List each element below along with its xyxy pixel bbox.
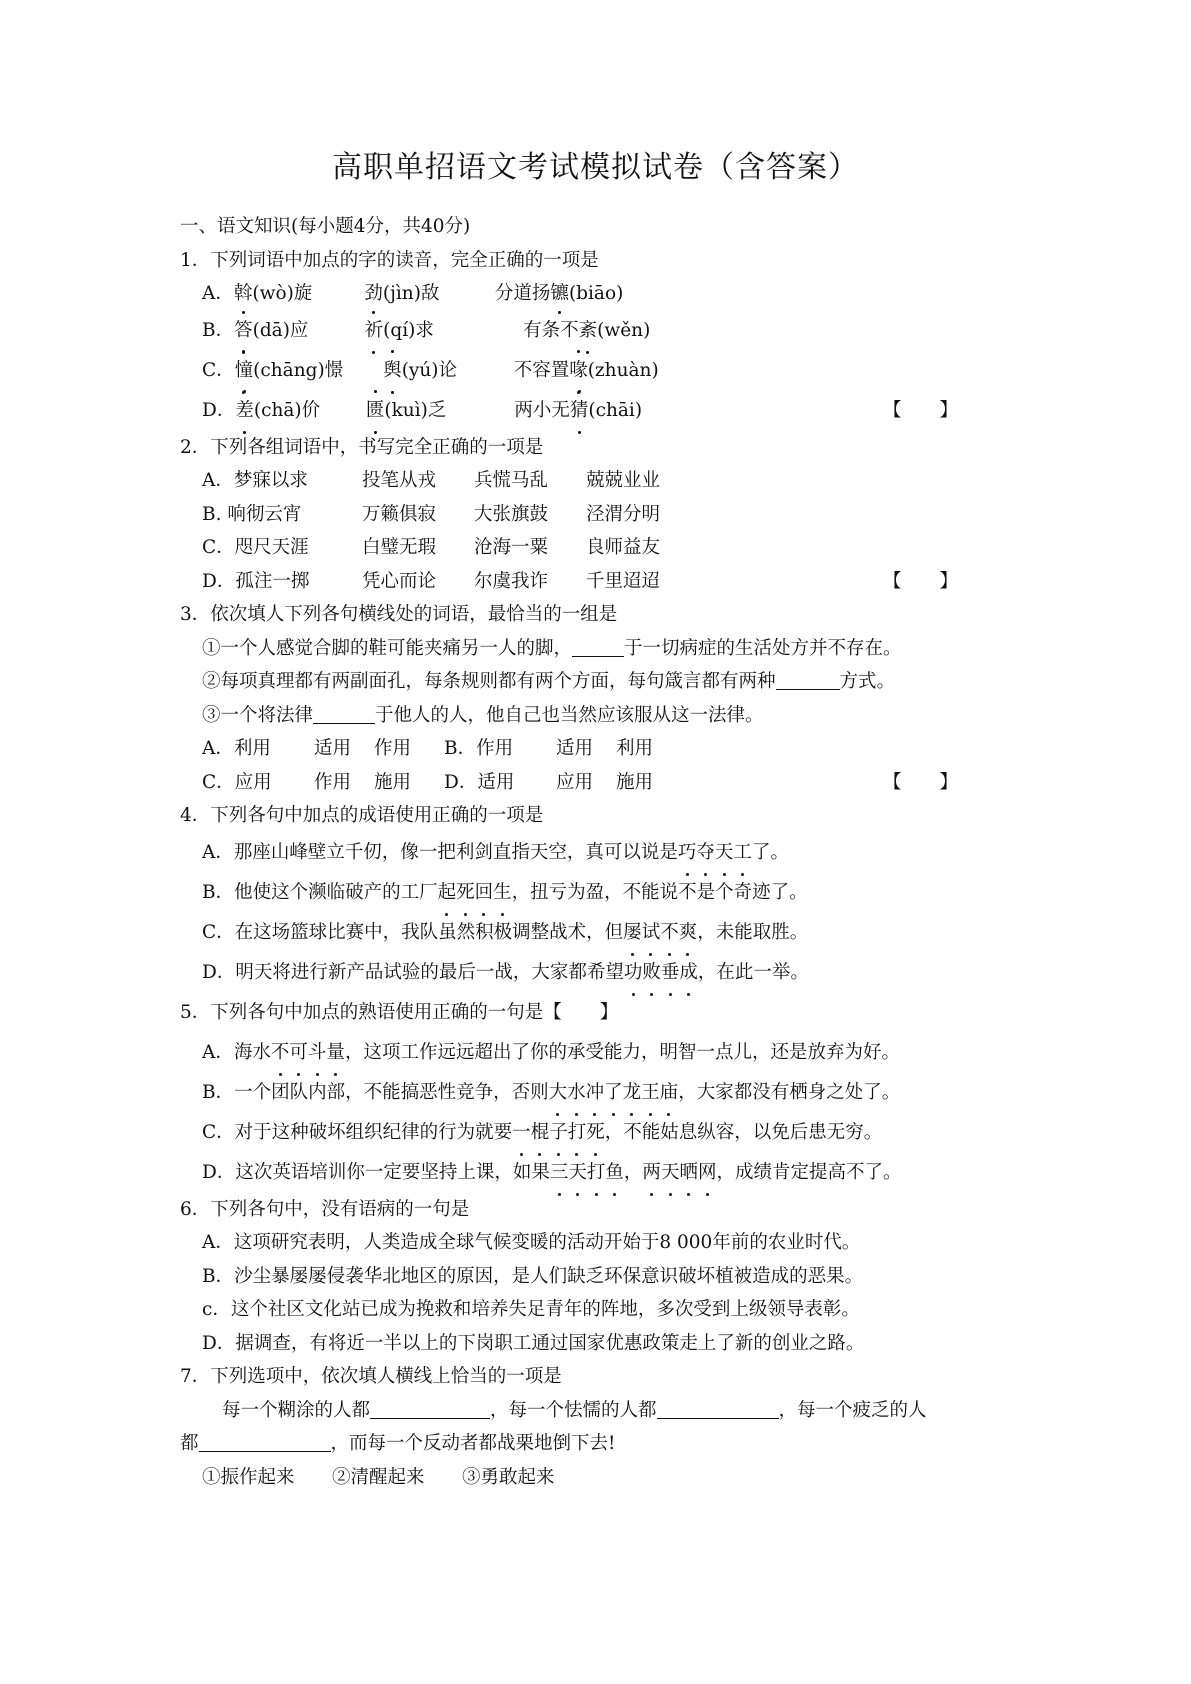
- question-1-option-a: A．斡(wò)旋 劲(jìn)敌 分道扬镳(biāo): [180, 277, 1020, 311]
- answer-bracket: 【】: [882, 771, 996, 793]
- dotted-phrase: 巧夺天工: [678, 842, 752, 863]
- dotted-phrase: 大水冲了龙王庙: [549, 1082, 679, 1103]
- question-5-option-d: D．这次英语培训你一定要坚持上课，如果三天打鱼，两天晒网，成绩肯定提高不了。: [180, 1153, 1020, 1193]
- question-4-option-d: D．明天将进行新产品试验的最后一战，大家都希望功败垂成，在此一举。: [180, 953, 1020, 993]
- fill-blank: [776, 669, 840, 690]
- question-6-option-c: c．这个社区文化站已成为挽救和培养失足青年的阵地，多次受到上级领导表彰。: [202, 1299, 860, 1320]
- question-3-sentence-3: ③一个将法律 于他人的人，他自己也当然应该服从这一法律。: [202, 704, 764, 726]
- question-6-option-d: D．据调查，有将近一半以上的下岗职工通过国家优惠政策走上了新的创业之路。: [202, 1332, 865, 1354]
- question-5-option-b: B．一个团队内部，不能搞恶性竞争，否则大水冲了龙王庙，大家都没有栖身之处了。: [180, 1073, 1020, 1113]
- fill-blank: [657, 1398, 779, 1419]
- question-2-stem: 2．下列各组词语中，书写完全正确的一项是: [180, 436, 544, 458]
- question-6-option-b: B．沙尘暴屡屡侵袭华北地区的原因，是人们缺乏环保意识破坏植被造成的恶果。: [202, 1265, 864, 1287]
- dotted-phrase: 不可斗量: [271, 1042, 345, 1063]
- page-title: 高职单招语文考试模拟试卷（含答案）: [332, 150, 859, 185]
- dotted-phrase: 一棍子打死: [512, 1122, 605, 1143]
- fill-blank: [313, 703, 375, 724]
- question-2-option-a: A．梦寐以求 投笔从戎 兵慌马乱 兢兢业业: [202, 470, 661, 491]
- question-6-option-a: A．这项研究表明，人类造成全球气候变暖的活动开始于8 000年前的农业时代。: [202, 1232, 861, 1253]
- question-4-stem: 4．下列各句中加点的成语使用正确的一项是: [180, 805, 544, 826]
- question-2-option-b: B. 响彻云宵 万籁俱寂 大张旗鼓 泾渭分明: [202, 503, 661, 525]
- fill-blank: [572, 636, 624, 657]
- dotted-phrase: 起死回生: [438, 882, 512, 903]
- question-7-passage-line-2: 都 ，而每一个反动者都战栗地倒下去!: [180, 1433, 616, 1454]
- question-7-choices: ①振作起来 ②清醒起来 ③勇敢起来: [202, 1466, 555, 1488]
- question-2-option-c: C．咫尺天涯 白璧无瑕 沧海一粟 良师益友: [202, 537, 661, 558]
- question-4-option-b: B．他使这个濒临破产的工厂起死回生，扭亏为盈，不能说不是个奇迹了。: [180, 873, 1020, 913]
- question-4-option-a: A．那座山峰壁立千仞，像一把利剑直指天空，真可以说是巧夺天工了。: [180, 833, 1020, 873]
- question-7-passage-line-1: 每一个糊涂的人都 ，每一个怯懦的人都 ，每一个疲乏的人: [222, 1399, 927, 1421]
- question-1-stem: 1．下列词语中加点的字的读音，完全正确的一项是: [180, 249, 599, 271]
- answer-bracket: 【】: [882, 570, 996, 592]
- question-2-option-d: D．孤注一掷 凭心而论 尔虞我诈 千里迢迢 【】: [180, 565, 1020, 599]
- question-3-sentence-1: ①一个人感觉合脚的鞋可能夹痛另一人的脚， 于一切病症的生活处方并不存在。: [202, 637, 902, 659]
- question-7-stem: 7．下列选项中，依次填人横线上恰当的一项是: [180, 1366, 562, 1387]
- dotted-phrase: 功败垂成: [624, 962, 698, 983]
- question-1-option-b: B．答(dā)应 祈(qí)求 有条不紊(wěn): [180, 311, 1020, 351]
- fill-blank: [370, 1398, 490, 1419]
- question-1-option-d: D．差(chā)价 匮(kuì)乏 两小无猜(chāi) 【】: [180, 391, 1020, 431]
- question-5-option-a: A．海水不可斗量，这项工作远远超出了你的承受能力，明智一点儿，还是放弃为好。: [180, 1033, 1020, 1073]
- question-4-option-c: C．在这场篮球比赛中，我队虽然积极调整战术，但屡试不爽，未能取胜。: [180, 913, 1020, 953]
- exam-content: [180, 210, 1020, 1494]
- fill-blank: [199, 1431, 331, 1452]
- answer-bracket: 【】: [882, 399, 996, 421]
- question-1-option-c: C．憧(chāng)憬 舆(yú)论 不容置喙(zhuàn): [180, 351, 1020, 391]
- question-3-options-cd: C．应用 作用 施用 D．适用 应用 施用 【】: [180, 766, 1020, 800]
- question-5-stem: 5．下列各句中加点的熟语使用正确的一句是【 】: [180, 1001, 619, 1023]
- dotted-phrase: 屡试不爽: [623, 922, 697, 943]
- question-3-options-ab: A．利用 适用 作用 B．作用 适用 利用: [202, 738, 654, 759]
- section-heading: 一、语文知识(每小题4分，共40分): [180, 216, 471, 237]
- question-3-stem: 3．依次填人下列各句横线处的词语，最恰当的一组是: [180, 604, 618, 625]
- question-5-option-c: C．对于这种破坏组织纪律的行为就要一棍子打死，不能姑息纵容，以免后患无穷。: [180, 1113, 1020, 1153]
- dotted-phrase: 三天打鱼，两天晒网: [550, 1162, 717, 1183]
- question-6-stem: 6．下列各句中，没有语病的一句是: [180, 1198, 470, 1220]
- question-3-sentence-2: ②每项真理都有两副面孔，每条规则都有两个方面，每句箴言都有两种 方式。: [202, 671, 896, 692]
